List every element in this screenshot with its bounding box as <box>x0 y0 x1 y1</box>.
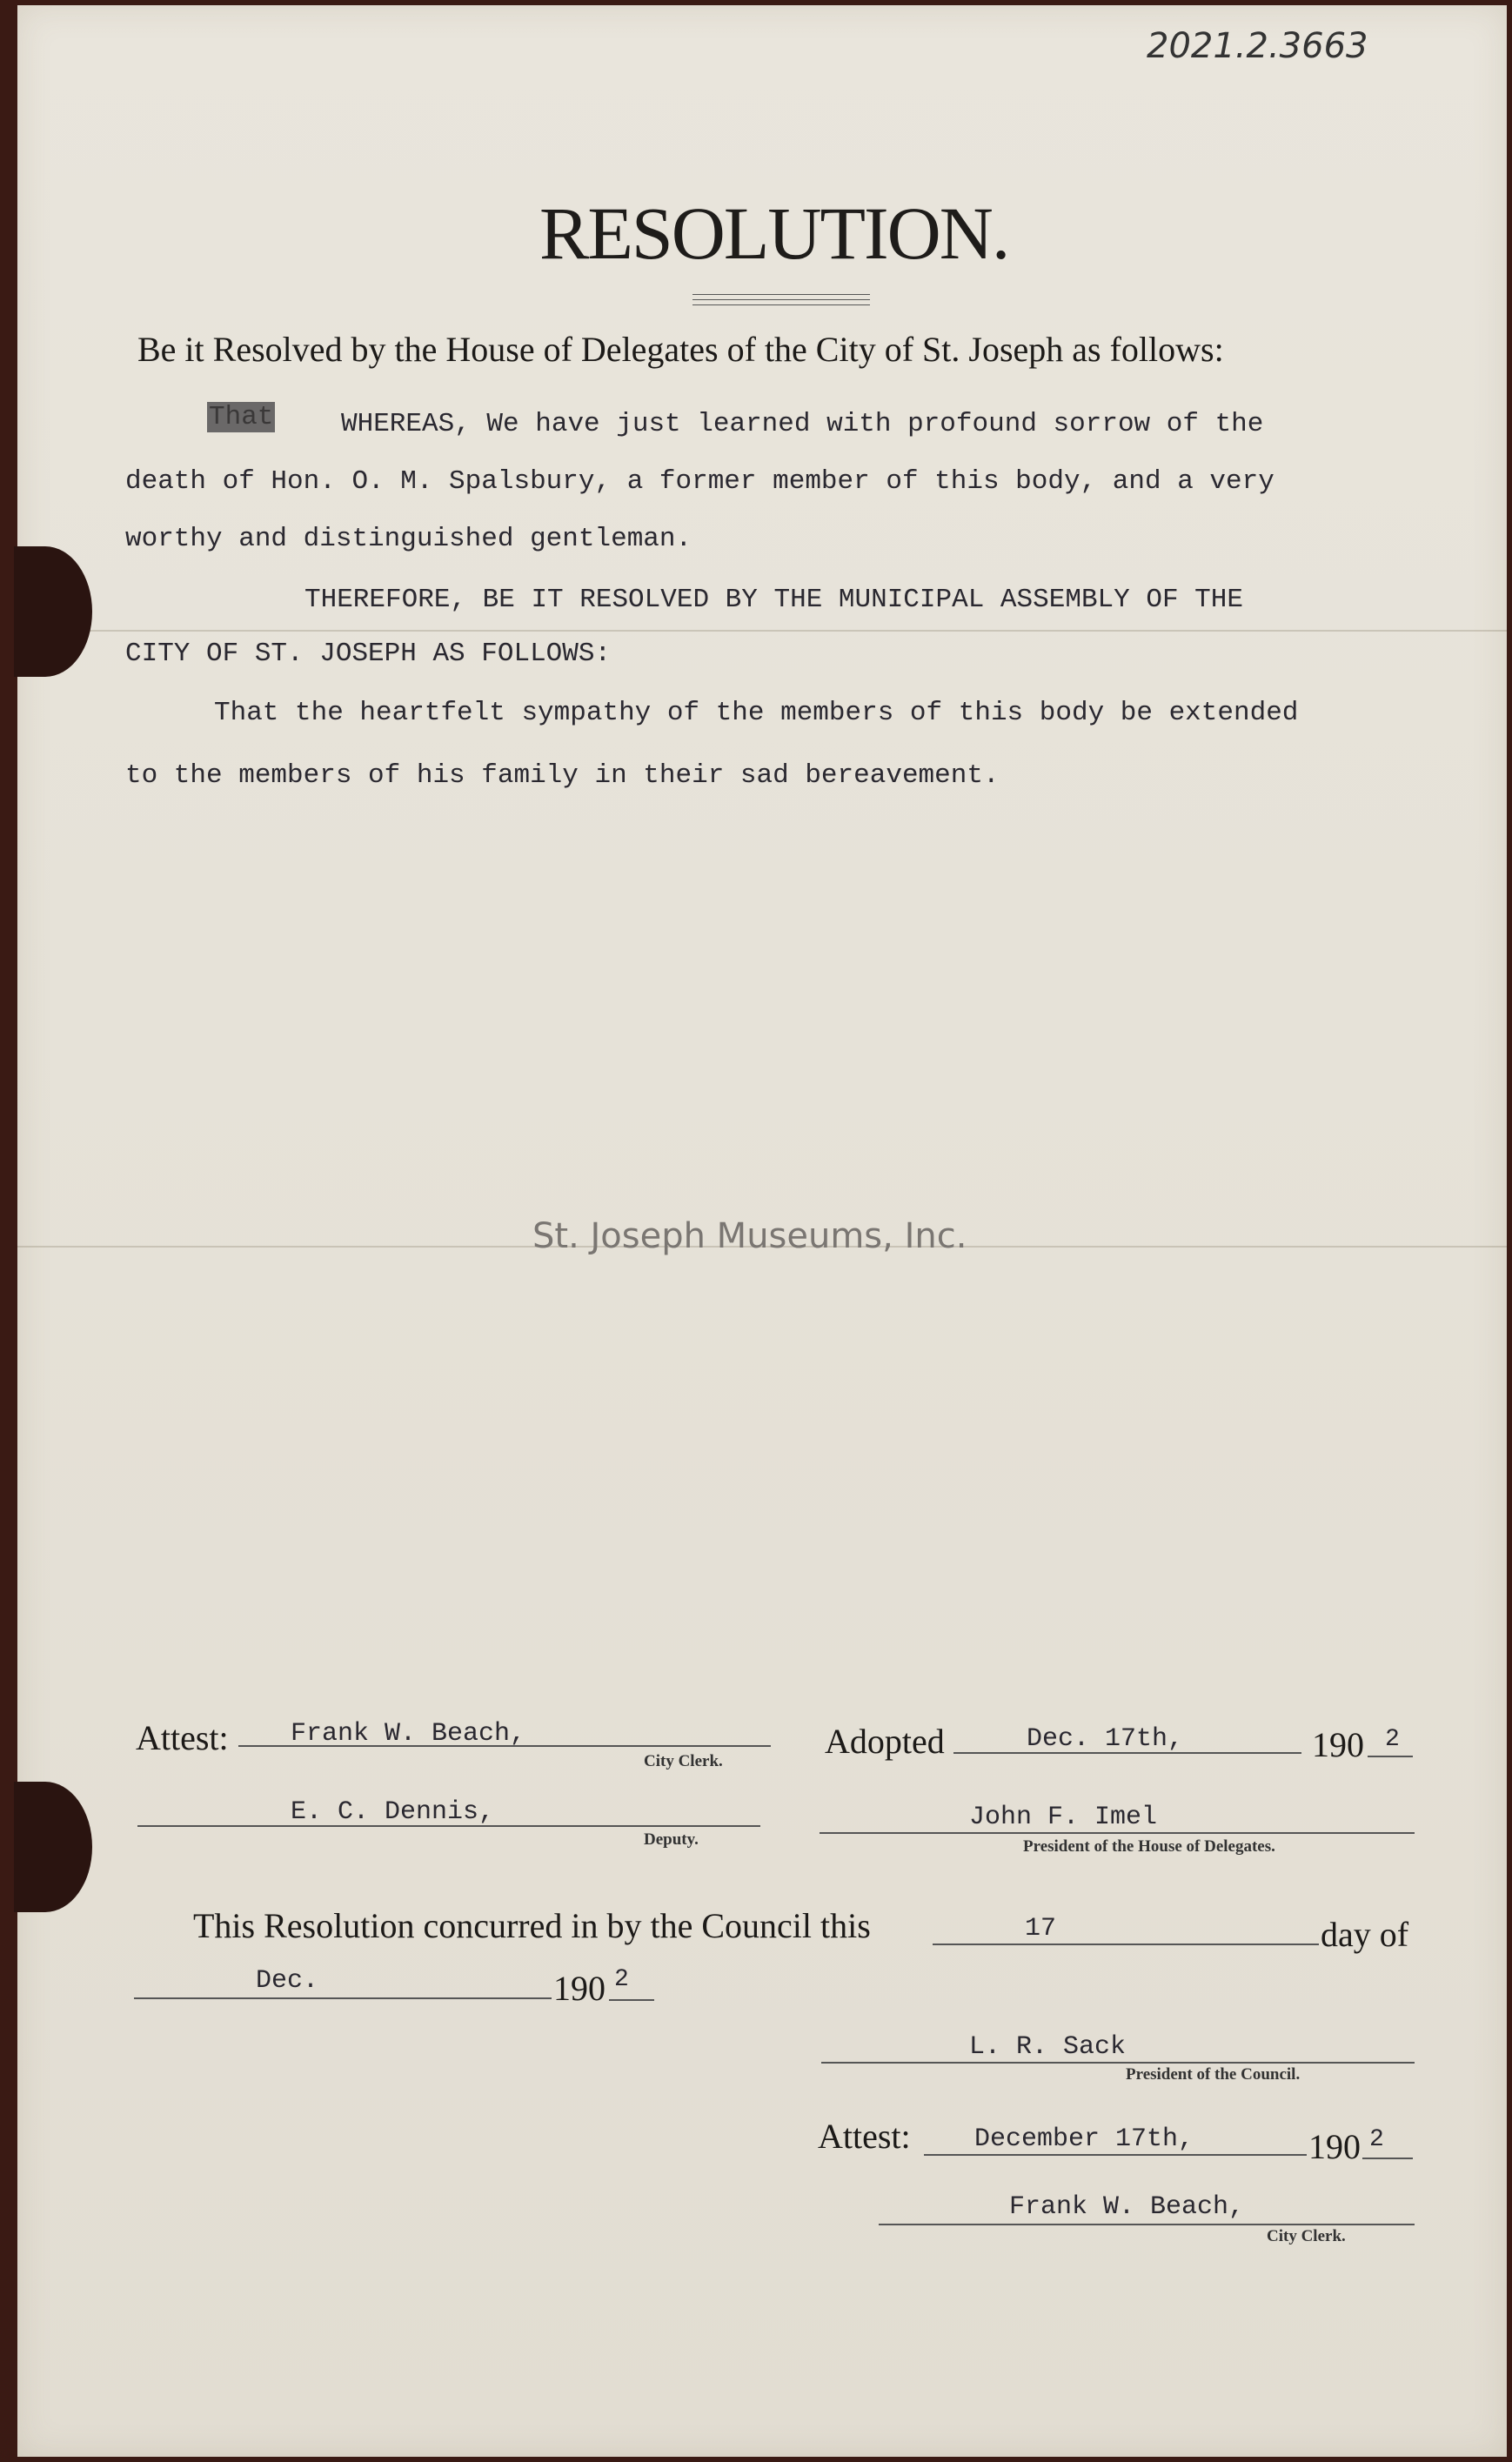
council-year-digit: 2 <box>614 1966 629 1993</box>
attest2-clerk-name: Frank W. Beach, <box>1009 2192 1245 2222</box>
body-line: THEREFORE, BE IT RESOLVED BY THE MUNICIPAL ASSEMBLY OF THE <box>304 585 1243 615</box>
council-day-suffix: day of <box>1321 1915 1409 1954</box>
preamble: Be it Resolved by the House of Delegates of the City of St. Joseph as follows: <box>137 330 1224 369</box>
deputy-name: E. C. Dennis, <box>291 1797 495 1827</box>
attest2-year-digit: 2 <box>1369 2126 1384 2153</box>
city-clerk-caption: City Clerk. <box>644 1752 723 1770</box>
body-line: WHEREAS, We have just learned with profound sorrow of the <box>341 409 1264 439</box>
page-title: RESOLUTION. <box>539 191 1009 275</box>
house-president-caption: President of the House of Delegates. <box>1023 1837 1275 1856</box>
signature-line <box>879 2224 1415 2225</box>
council-president-caption: President of the Council. <box>1126 2065 1301 2084</box>
adopted-date: Dec. 17th, <box>1027 1724 1184 1754</box>
council-text: This Resolution concurred in by the Council this <box>193 1906 871 1945</box>
month-line <box>134 1997 552 1999</box>
year-line <box>609 1999 654 2001</box>
body-line: to the members of his family in their sad bereavement. <box>125 760 1000 791</box>
attest2-date: December 17th, <box>974 2124 1194 2154</box>
watermark-text: St. Joseph Museums, Inc. <box>532 1216 967 1256</box>
signature-line <box>821 2062 1415 2064</box>
date-line <box>924 2154 1307 2156</box>
body-line: CITY OF ST. JOSEPH AS FOLLOWS: <box>125 639 612 669</box>
house-president-name: John F. Imel <box>969 1803 1158 1832</box>
adopted-year-prefix: 190 <box>1312 1725 1364 1764</box>
signature-line <box>820 1832 1415 1834</box>
body-line: That the heartfelt sympathy of the members of this body be extended <box>214 698 1299 728</box>
accession-number: 2021.2.3663 <box>1147 26 1368 66</box>
attest2-clerk-caption: City Clerk. <box>1267 2227 1346 2245</box>
title-rule <box>692 294 870 295</box>
adopted-year-digit: 2 <box>1385 1726 1400 1753</box>
attest2-label: Attest: <box>818 2117 911 2156</box>
council-president-name: L. R. Sack <box>969 2032 1127 2062</box>
council-month: Dec. <box>256 1966 319 1996</box>
day-line <box>933 1944 1319 1945</box>
year-line <box>1362 2158 1413 2159</box>
fold-crease <box>17 630 1507 632</box>
title-rule <box>692 299 870 300</box>
title-rule <box>692 304 870 305</box>
council-day: 17 <box>1025 1914 1057 1944</box>
council-year-prefix: 190 <box>553 1969 605 2008</box>
year-line <box>1368 1756 1413 1757</box>
struck-word: That <box>209 402 274 432</box>
deputy-caption: Deputy. <box>644 1830 699 1849</box>
body-line: death of Hon. O. M. Spalsbury, a former member of this body, and a very <box>125 466 1274 497</box>
attest2-year-prefix: 190 <box>1308 2127 1361 2166</box>
adopted-label: Adopted <box>825 1722 945 1761</box>
body-line: worthy and distinguished gentleman. <box>125 524 692 554</box>
attest-label: Attest: <box>136 1718 229 1757</box>
city-clerk-name: Frank W. Beach, <box>291 1719 526 1749</box>
